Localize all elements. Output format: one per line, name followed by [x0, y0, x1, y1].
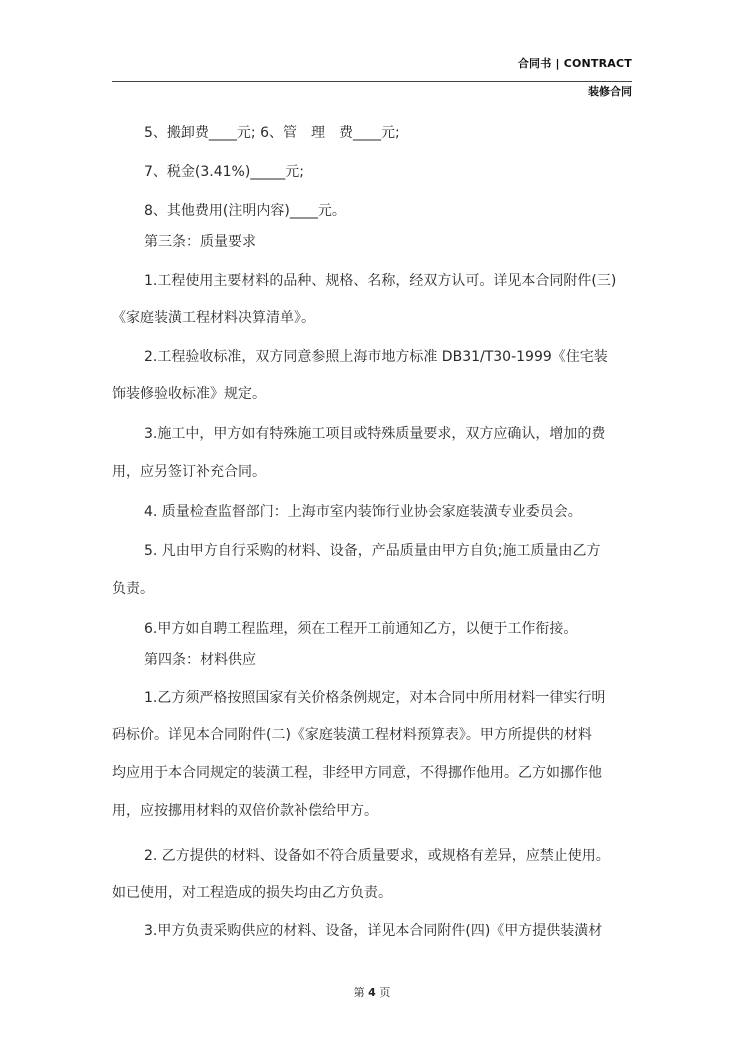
paragraph-line: 2.工程验收标准，双方同意参照上海市地方标准 DB31/T30-1999《住宅装 [144, 349, 608, 365]
header-title: 合同书 | CONTRACT [517, 57, 632, 70]
paragraph-line: 3.施工中，甲方如有特殊施工项目或特殊质量要求，双方应确认，增加的费 [144, 426, 606, 442]
paragraph-line: 7、税金(3.41%)_____元; [144, 164, 305, 180]
page-number: 4 [368, 986, 376, 999]
paragraph-line: 2. 乙方提供的材料、设备如不符合质量要求，或规格有差异，应禁止使用。 [144, 848, 610, 864]
paragraph-line: 3.甲方负责采购供应的材料、设备，详见本合同附件(四)《甲方提供装潢材 [144, 923, 603, 939]
paragraph-line: 4. 质量检查监督部门：上海市室内装饰行业协会家庭装潢专业委员会。 [144, 504, 582, 520]
footer-prefix: 第 [353, 986, 365, 999]
paragraph-line: 用，应按挪用材料的双倍价款补偿给甲方。 [112, 803, 378, 819]
paragraph-line: 均应用于本合同规定的装潢工程，非经甲方同意，不得挪作他用。乙方如挪作他 [112, 765, 602, 781]
section-heading: 第四条：材料供应 [144, 652, 256, 668]
paragraph-line: 码标价。详见本合同附件(二)《家庭装潢工程材料预算表》。甲方所提供的材料 [112, 727, 592, 743]
paragraph-line: 8、其他费用(注明内容)____元。 [144, 203, 346, 219]
paragraph-line: 用，应另签订补充合同。 [112, 464, 266, 480]
paragraph-line: 5、搬卸费____元; 6、管 理 费____元; [144, 125, 400, 141]
paragraph-line: 6.甲方如自聘工程监理，须在工程开工前通知乙方，以便于工作衔接。 [144, 621, 578, 637]
paragraph-line: 饰装修验收标准》规定。 [112, 386, 266, 402]
header-subtitle: 装修合同 [588, 85, 632, 98]
page-footer [0, 984, 744, 1000]
paragraph-line: 5. 凡由甲方自行采购的材料、设备，产品质量由甲方自负;施工质量由乙方 [144, 543, 601, 559]
paragraph-line: 如已使用，对工程造成的损失均由乙方负责。 [112, 885, 392, 901]
paragraph-line: 1.乙方须严格按照国家有关价格条例规定，对本合同中所用材料一律实行明 [144, 690, 606, 706]
footer-suffix: 页 [379, 986, 391, 999]
paragraph-line: 负责。 [112, 581, 154, 597]
section-heading: 第三条：质量要求 [144, 234, 256, 250]
header-divider [112, 81, 632, 82]
paragraph-line: 《家庭装潢工程材料决算清单》。 [112, 310, 315, 326]
paragraph-line: 1.工程使用主要材料的品种、规格、名称，经双方认可。详见本合同附件(三) [144, 273, 617, 289]
